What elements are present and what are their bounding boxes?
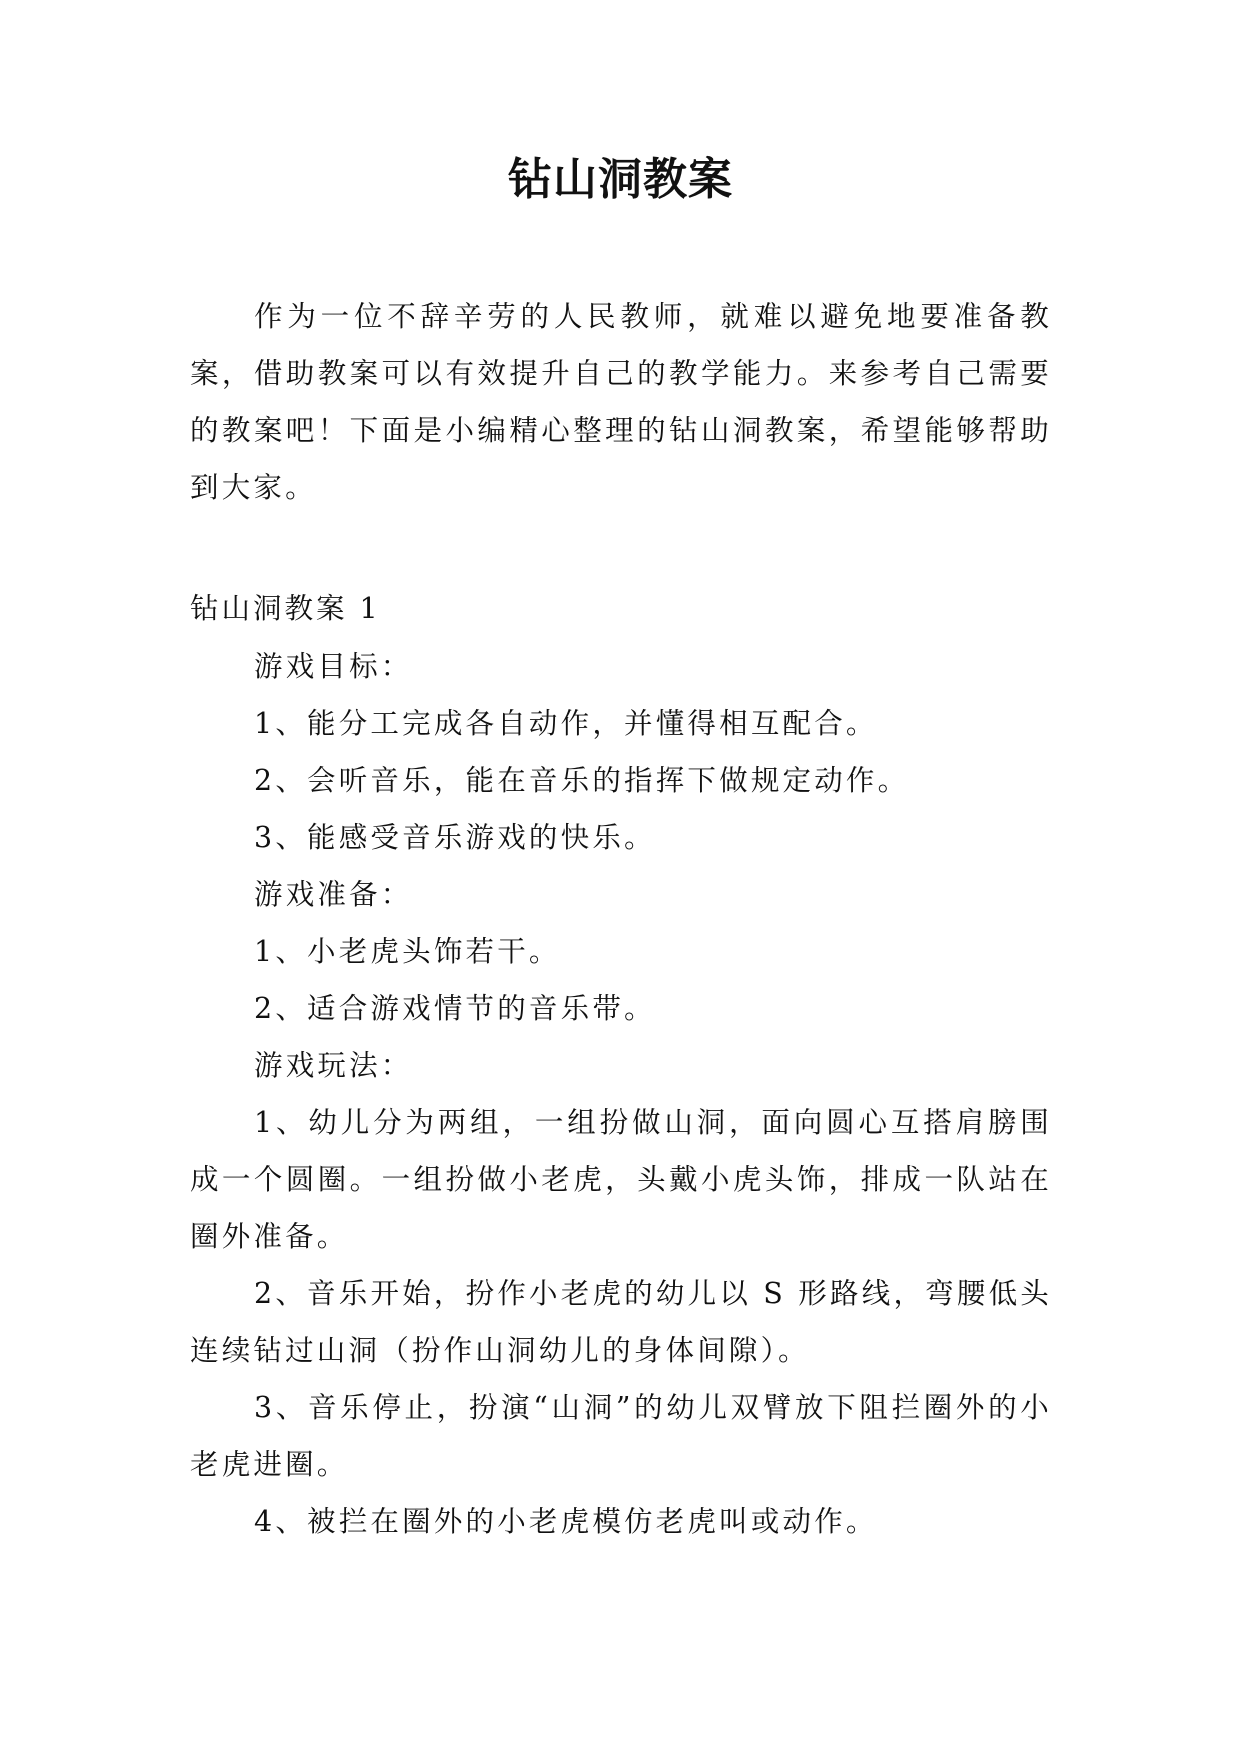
document-title: 钻山洞教案 bbox=[508, 154, 733, 205]
section-heading: 钻山洞教案 1 bbox=[190, 592, 381, 625]
paragraph-goal-2: 2、会听音乐，能在音乐的指挥下做规定动作。 bbox=[254, 764, 910, 797]
paragraph-prep-2: 2、适合游戏情节的音乐带。 bbox=[254, 992, 656, 1025]
paragraph-goal-1: 1、能分工完成各自动作，并懂得相互配合。 bbox=[254, 707, 878, 740]
paragraph-play-2: 2、音乐开始，扮作小老虎的幼儿以 S 形路线，弯腰低头连续钻过山洞（扮作山洞幼儿的身体间隙）。 bbox=[190, 1277, 1052, 1367]
paragraph-play-1: 1、幼儿分为两组，一组扮做山洞，面向圆心互搭肩膀围成一个圆圈。一组扮做小老虎，头戴小虎头饰，排成一队站在圈外准备。 bbox=[190, 1106, 1052, 1253]
paragraph-play-3: 3、音乐停止，扮演“山洞”的幼儿双臂放下阻拦圈外的小老虎进圈。 bbox=[190, 1391, 1052, 1481]
paragraph-play-4: 4、被拦在圈外的小老虎模仿老虎叫或动作。 bbox=[254, 1505, 878, 1538]
paragraph-prep-1: 1、小老虎头饰若干。 bbox=[254, 935, 561, 968]
lesson-section bbox=[190, 580, 1052, 1550]
paragraph-prep-heading: 游戏准备： bbox=[254, 878, 413, 911]
paragraph-play-heading: 游戏玩法： bbox=[254, 1049, 413, 1082]
paragraph-goal-3: 3、能感受音乐游戏的快乐。 bbox=[254, 821, 656, 854]
intro-paragraph: 作为一位不辞辛劳的人民教师，就难以避免地要准备教案，借助教案可以有效提升自己的教学能力。来参考自己需要的教案吧！下面是小编精心整理的钻山洞教案，希望能够帮助到大家。 bbox=[190, 300, 1052, 504]
paragraph-goals-heading: 游戏目标： bbox=[254, 650, 413, 683]
